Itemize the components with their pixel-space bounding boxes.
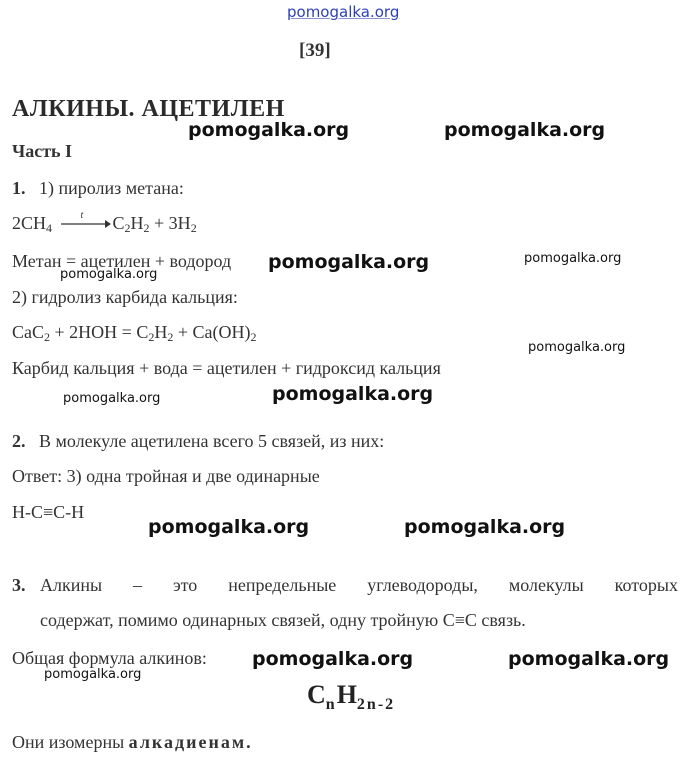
eq2-b-h: H: [154, 322, 168, 342]
watermark[interactable]: pomogalka.org: [268, 251, 430, 273]
equation-hydrolysis: [12, 321, 256, 343]
eq2-a-sub: 2: [44, 330, 51, 344]
eq1-sub-b: 2: [143, 221, 150, 235]
watermark[interactable]: pomogalka.org: [188, 119, 350, 141]
watermark-top[interactable]: pomogalka.org: [287, 3, 400, 21]
watermark[interactable]: pomogalka.org: [63, 391, 161, 406]
eq1-sub-a: 2: [124, 221, 131, 235]
eq2-c: + Ca(OH): [173, 322, 251, 342]
eq2-b: + 2HOH = C: [50, 322, 149, 342]
question-3-definition: Алкины – это непредельные углеводороды, молекулы которых: [40, 575, 678, 595]
general-formula: [307, 680, 396, 713]
watermark[interactable]: pomogalka.org: [148, 516, 310, 538]
eq2-c-sub: 2: [250, 330, 257, 344]
eq1-reactant: 2CH: [12, 213, 47, 233]
general-formula-label: Общая формула алкинов:: [12, 648, 207, 668]
isomers-prefix: Они изомерны: [12, 732, 129, 752]
eq1-h: H: [130, 213, 144, 233]
question-3-number: 3.: [12, 575, 26, 595]
isomers-line: [12, 731, 253, 753]
eq1-product-2: + 3H: [149, 213, 191, 233]
reaction-arrow-icon: [59, 210, 111, 231]
eq2-b-sub2: 2: [167, 330, 174, 344]
question-1-number: 1.: [12, 178, 26, 198]
acetylene-structure: H-C≡C-H: [12, 502, 85, 522]
watermark[interactable]: pomogalka.org: [528, 340, 626, 355]
part-heading: Часть I: [12, 141, 73, 161]
eq2-a: CaC: [12, 322, 45, 342]
eq2-b-sub1: 2: [148, 330, 155, 344]
question-3-line-1: [12, 574, 678, 596]
eq1-reactant-sub: 4: [46, 221, 53, 235]
watermark[interactable]: pomogalka.org: [272, 383, 434, 405]
pyrolysis-label: 1) пиролиз метана:: [39, 178, 184, 198]
hydrolysis-label: 2) гидролиз карбида кальция:: [12, 287, 238, 307]
watermark[interactable]: pomogalka.org: [404, 516, 566, 538]
watermark[interactable]: pomogalka.org: [44, 667, 142, 682]
question-2-number: 2.: [12, 431, 26, 451]
watermark[interactable]: pomogalka.org: [252, 648, 414, 670]
formula-index: 2n-2: [356, 696, 396, 713]
watermark[interactable]: pomogalka.org: [524, 251, 622, 266]
question-2-answer: Ответ: 3) одна тройная и две одинарные: [12, 466, 320, 486]
eq1-sub-c: 2: [190, 221, 197, 235]
eq1-product-1: C: [112, 213, 125, 233]
page-number: [39]: [299, 40, 331, 61]
formula-c: C: [307, 680, 326, 709]
arrow-label: t: [80, 210, 84, 221]
equation-pyrolysis-words: Метан = ацетилен + водород: [12, 251, 232, 271]
question-2-text: [12, 430, 384, 452]
page-title: АЛКИНЫ. АЦЕТИЛЕН: [12, 96, 285, 122]
watermark[interactable]: pomogalka.org: [60, 267, 158, 282]
equation-pyrolysis: [12, 212, 197, 234]
question-3-line-2: содержат, помимо одинарных связей, одну тройную C≡C связь.: [40, 610, 526, 630]
question-2-body: В молекуле ацетилена всего 5 связей, из них:: [39, 431, 385, 451]
equation-hydrolysis-words: Карбид кальция + вода = ацетилен + гидроксид кальция: [12, 358, 441, 378]
watermark[interactable]: pomogalka.org: [508, 648, 670, 670]
formula-n: n: [325, 696, 337, 713]
question-1-item-1: [12, 177, 184, 199]
isomers-word: алкадиенам.: [128, 732, 253, 752]
formula-h: H: [336, 680, 357, 709]
watermark[interactable]: pomogalka.org: [444, 119, 606, 141]
